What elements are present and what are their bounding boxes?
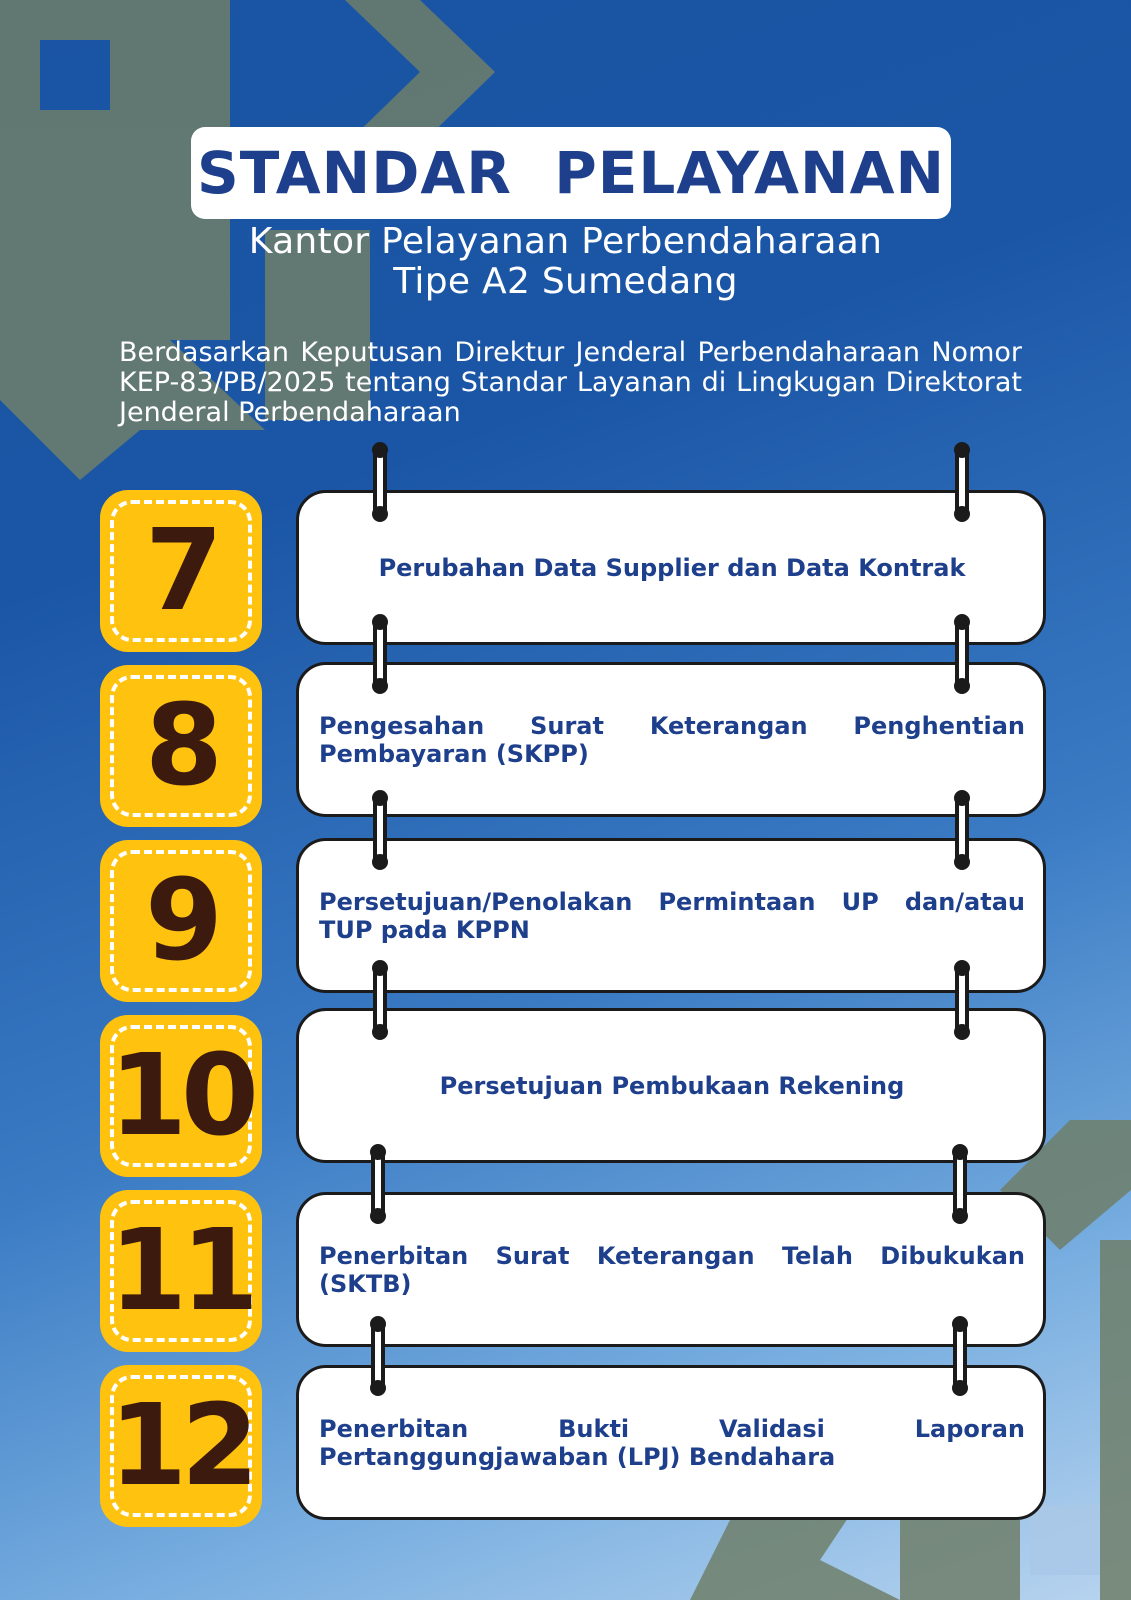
service-number-badge [100, 840, 262, 1002]
service-card [296, 1192, 1046, 1347]
binder-ring-right [955, 964, 969, 1036]
binder-ring-left [373, 446, 387, 518]
binder-ring-right [953, 1320, 967, 1392]
service-label: Penerbitan Surat Keterangan Telah Dibukukan (SKTB) [319, 1241, 1025, 1298]
service-number: 8 [145, 681, 217, 811]
service-card [296, 1008, 1046, 1163]
intro-text: Berdasarkan Keputusan Direktur Jenderal Perbendaharaan Nomor KEP-83/PB/2025 tentang Standar Layanan di Lingkugan Direktorat Jenderal Perbendaharaan [119, 337, 1022, 428]
service-card [296, 838, 1046, 993]
binder-ring-left [371, 1320, 385, 1392]
service-number: 9 [145, 856, 217, 986]
service-card [296, 490, 1046, 645]
office-name [130, 222, 1001, 302]
binder-ring-left [373, 964, 387, 1036]
service-number-badge [100, 665, 262, 827]
service-number-badge [100, 1190, 262, 1352]
service-label: Persetujuan Pembukaan Rekening [439, 1071, 905, 1100]
title-box [191, 127, 951, 219]
service-label: Pengesahan Surat Keterangan Penghentian Pembayaran (SKPP) [319, 711, 1025, 768]
service-number: 10 [109, 1031, 253, 1161]
service-card [296, 1365, 1046, 1520]
page-title: STANDAR PELAYANAN [196, 139, 946, 207]
service-number: 7 [145, 506, 217, 636]
binder-ring-right [955, 446, 969, 518]
binder-ring-right [955, 794, 969, 866]
binder-ring-right [953, 1148, 967, 1220]
service-card [296, 662, 1046, 817]
service-number: 11 [109, 1206, 253, 1336]
service-label: Persetujuan/Penolakan Permintaan UP dan/atau TUP pada KPPN [319, 887, 1025, 944]
binder-ring-left [371, 1148, 385, 1220]
service-number-badge [100, 490, 262, 652]
office-name-line1: Kantor Pelayanan Perbendaharaan [248, 221, 883, 262]
binder-ring-left [373, 794, 387, 866]
service-number: 12 [109, 1381, 253, 1511]
binder-ring-right [955, 618, 969, 690]
office-name-line2: Tipe A2 Sumedang [393, 261, 738, 302]
service-label: Penerbitan Bukti Validasi Laporan Pertanggungjawaban (LPJ) Bendahara [319, 1414, 1025, 1471]
service-number-badge [100, 1015, 262, 1177]
service-number-badge [100, 1365, 262, 1527]
service-label: Perubahan Data Supplier dan Data Kontrak [378, 553, 966, 582]
binder-ring-left [373, 618, 387, 690]
